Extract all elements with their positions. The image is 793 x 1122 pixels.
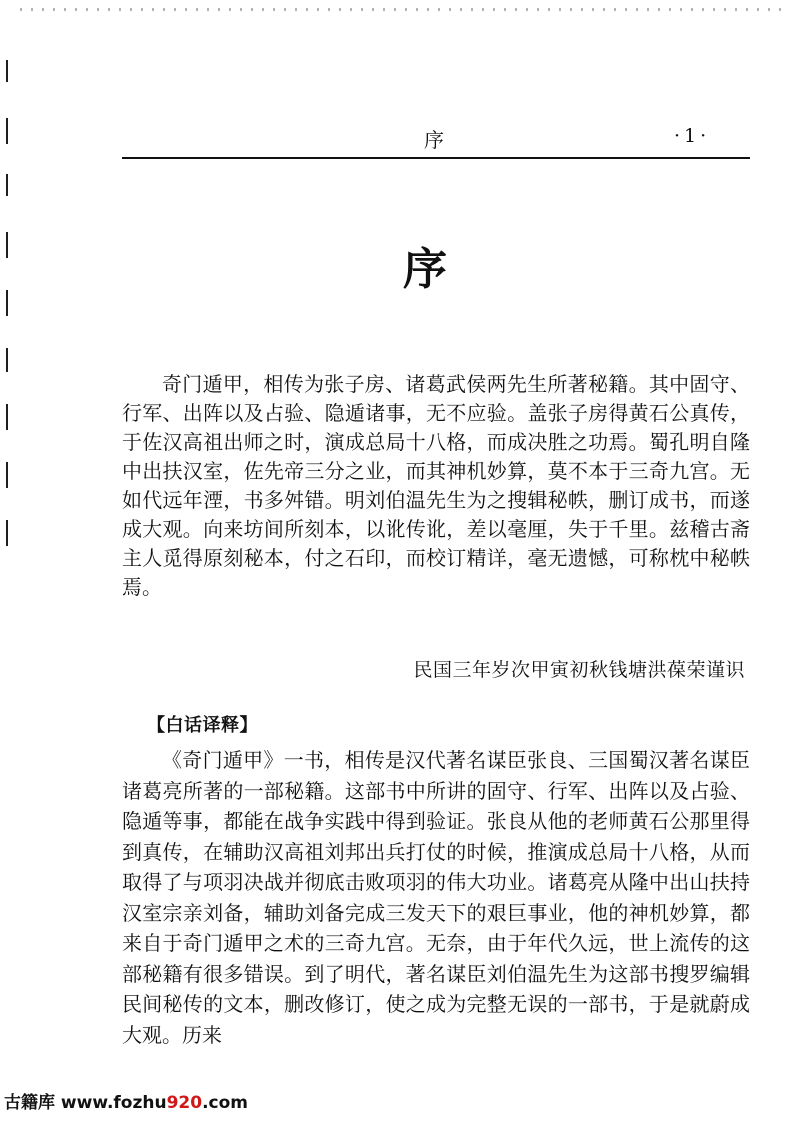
site-watermark [4, 1088, 248, 1113]
scan-edge-mark [6, 348, 8, 372]
translation-body [122, 745, 750, 1050]
preface-signature: 民国三年岁次甲寅初秋钱塘洪葆荣谨识 [413, 659, 745, 681]
page-number: ·1· [674, 125, 711, 147]
scan-edge-mark [6, 174, 8, 196]
preface-paragraph: 奇门遁甲，相传为张子房、诸葛武侯两先生所著秘籍。其中固守、行军、出阵以及占验、隐遁诸事，无不应验。盖张子房得黄石公真传，于佐汉高祖出师之时，演成总局十八格，而成决胜之功焉。蜀孔明自隆中出扶汉室，佐先帝三分之业，而其神机妙算，莫不本于三奇九宫。无如代远年湮，书多舛错。明刘伯温先生为之搜辑秘帙，删订成书，而遂成大观。向来坊间所刻本，以讹传讹，差以毫厘，失于千里。兹稽古斋主人觅得原刻秘本，付之石印，而校订精详，毫无遗憾，可称枕中秘帙焉。 [122, 372, 750, 599]
running-header-title: 序 [424, 128, 445, 152]
translation-paragraph: 《奇门遁甲》一书，相传是汉代著名谋臣张良、三国蜀汉著名谋臣诸葛亮所著的一部秘籍。这部书中所讲的固守、行军、出阵以及占验、隐遁等事，都能在战争实践中得到验证。张良从他的老师黄石公那里得到真传，在辅助汉高祖刘邦出兵打仗的时候，推演成总局十八格，从而取得了与项羽决战并彻底击败项羽的伟大功业。诸葛亮从隆中出山扶持汉室宗亲刘备，辅助刘备完成三发天下的艰巨事业，他的神机妙算，都来自于奇门遁甲之术的三奇九宫。无奈，由于年代久远，世上流传的这部秘籍有很多错误。到了明代，著名谋臣刘伯温先生为这部书搜罗编辑民间秘传的文本，删改修订，使之成为完整无误的一部书，于是就蔚成大观。历来 [122, 748, 750, 1047]
preface-body [122, 370, 750, 602]
scan-edge-mark [6, 404, 8, 430]
scan-edge-mark [6, 232, 8, 258]
header-rule [122, 157, 750, 159]
watermark-accent: 920 [166, 1093, 203, 1113]
watermark-suffix: .com [202, 1093, 249, 1113]
scan-edge-mark [6, 60, 8, 82]
scan-edge-mark [6, 520, 8, 546]
chapter-title: 序 [403, 244, 447, 295]
scan-edge-mark [6, 118, 8, 144]
scan-edge-mark [6, 462, 8, 488]
translation-heading: 【白话译释】 [147, 715, 258, 736]
scan-noise-top [20, 8, 790, 11]
watermark-prefix: 古籍库 www.fozhu [4, 1093, 167, 1113]
scan-edge-mark [6, 290, 8, 316]
